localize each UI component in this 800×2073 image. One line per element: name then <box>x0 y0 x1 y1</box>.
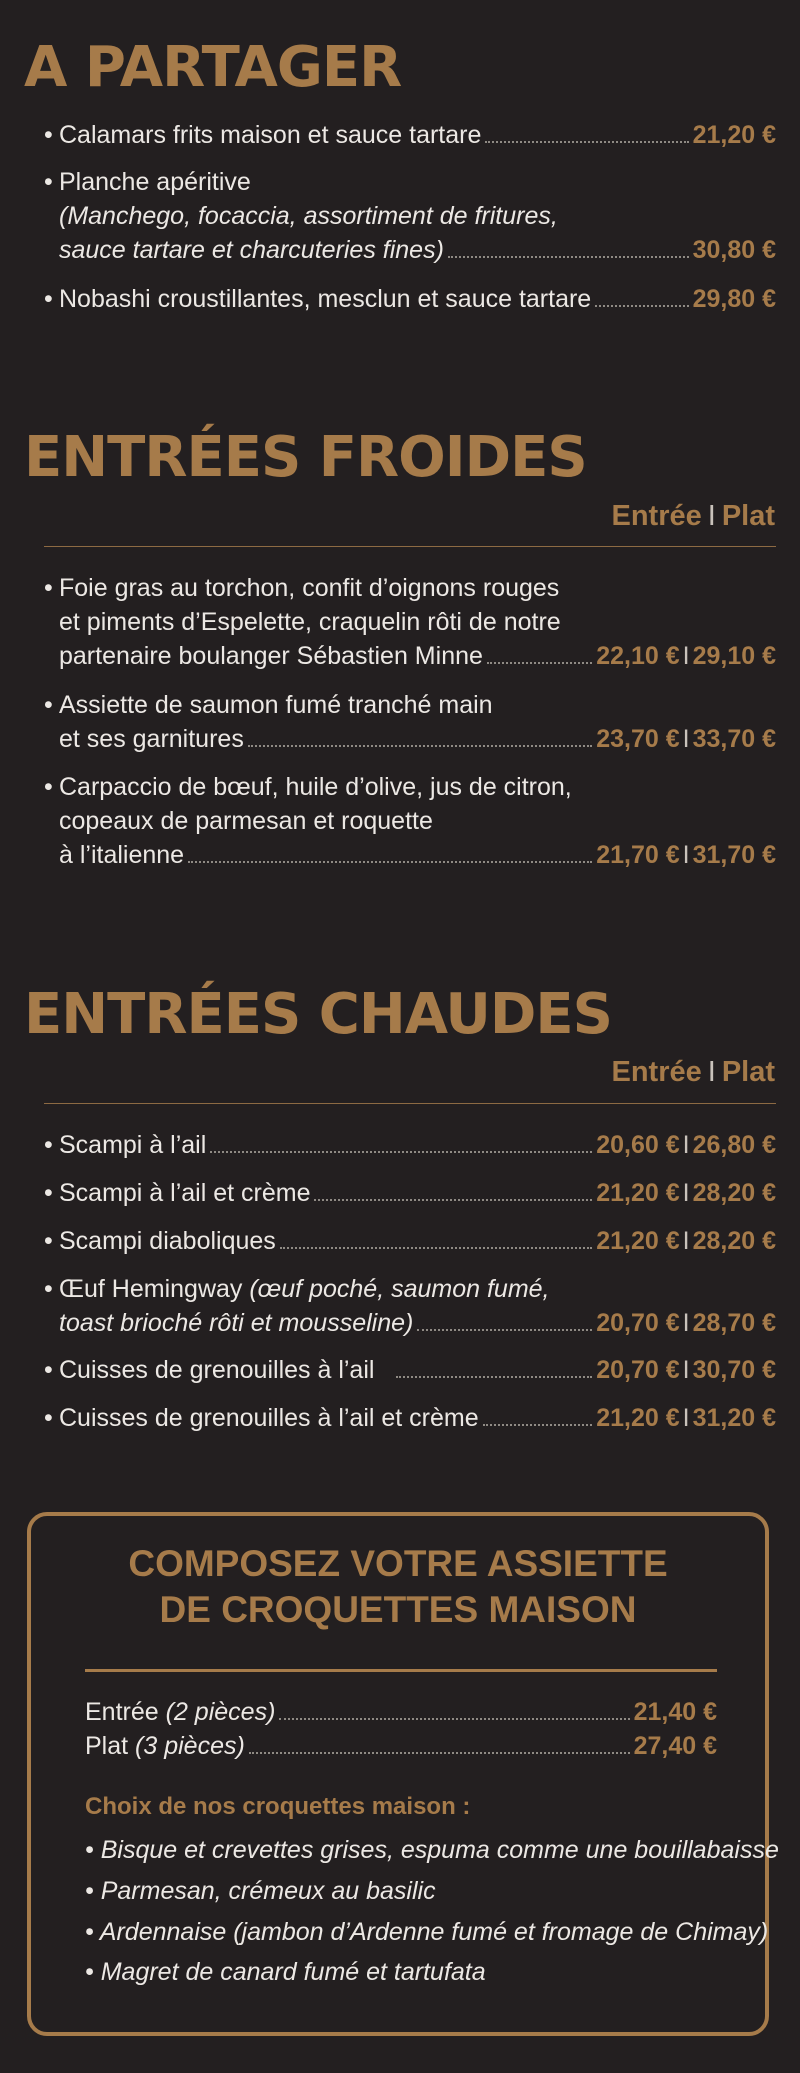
leader-dots <box>595 305 688 307</box>
leader-dots <box>314 1199 592 1201</box>
item-name: Nobashi croustillantes, mesclun et sauce tartare <box>59 285 592 313</box>
item-price <box>596 1353 776 1387</box>
price-plat: 31,20 € <box>692 1404 776 1432</box>
column-header <box>611 1056 775 1089</box>
menu-item-nobashi <box>44 282 776 316</box>
item-price <box>596 838 776 872</box>
croquettes-plat-line <box>85 1729 717 1763</box>
bullet: • <box>44 1131 53 1159</box>
leader-dots <box>188 861 592 863</box>
bullet: • <box>85 1836 94 1864</box>
column-entree: Entrée <box>611 500 702 532</box>
item-price <box>596 722 776 756</box>
price-plat: 28,20 € <box>692 1179 776 1207</box>
plat-label: Plat <box>85 1732 129 1760</box>
price-plat: 33,70 € <box>692 725 776 753</box>
price-entree: 22,10 € <box>596 642 680 670</box>
bullet: • <box>44 1275 53 1303</box>
leader-dots <box>210 1151 592 1153</box>
entree-label: Entrée <box>85 1698 159 1726</box>
bullet: • <box>44 773 53 801</box>
price-plat: 30,70 € <box>692 1356 776 1384</box>
column-separator: I <box>707 1056 716 1088</box>
price-plat: 29,10 € <box>692 642 776 670</box>
item-name: et piments d’Espelette, craquelin rôti de notre <box>59 608 561 636</box>
plat-price: 27,40 € <box>633 1732 717 1760</box>
item-description: (œuf poché, saumon fumé, <box>249 1275 550 1303</box>
box-title-line-1: COMPOSEZ VOTRE ASSIETTE <box>128 1543 668 1584</box>
item-description: sauce tartare et charcuteries fines) <box>59 236 444 264</box>
menu-item-grenouilles-creme <box>44 1401 776 1435</box>
bullet: • <box>44 691 53 719</box>
section-title-a-partager: A PARTAGER <box>24 35 402 100</box>
choix-item <box>85 1877 436 1906</box>
menu-item-oeuf-hemingway <box>44 1272 776 1340</box>
menu-item-carpaccio <box>44 770 776 872</box>
price-entree: 20,70 € <box>596 1356 680 1384</box>
price-plat: 31,70 € <box>692 841 776 869</box>
price-plat: 28,70 € <box>692 1309 776 1337</box>
plat-note: (3 pièces) <box>135 1732 245 1760</box>
price-entree: 23,70 € <box>596 725 680 753</box>
price-entree: 20,70 € <box>596 1309 680 1337</box>
item-price <box>596 639 776 673</box>
item-name: Assiette de saumon fumé tranché main <box>59 691 493 719</box>
choix-item-label: Magret de canard fumé et tartufata <box>100 1958 486 1986</box>
item-name: Planche apéritive <box>59 168 251 196</box>
menu-item-calamars <box>44 118 776 152</box>
bullet: • <box>85 1877 94 1905</box>
price-separator: I <box>682 725 690 753</box>
item-name: Foie gras au torchon, confit d’oignons rouges <box>59 574 560 602</box>
item-description: (Manchego, focaccia, assortiment de fritures, <box>59 202 558 230</box>
column-separator: I <box>707 500 716 532</box>
choix-item-label: Parmesan, crémeux au basilic <box>100 1877 436 1905</box>
leader-dots <box>483 1424 593 1426</box>
bullet: • <box>44 1179 53 1207</box>
bullet: • <box>44 574 53 602</box>
item-name: et ses garnitures <box>59 725 244 753</box>
price-separator: I <box>682 1179 690 1207</box>
choix-item <box>85 1836 779 1865</box>
price-separator: I <box>682 1356 690 1384</box>
leader-dots <box>248 745 592 747</box>
item-name: copeaux de parmesan et roquette <box>59 807 433 835</box>
leader-dots <box>417 1329 592 1331</box>
price-entree: 21,70 € <box>596 841 680 869</box>
bullet: • <box>44 121 53 149</box>
item-name: Scampi à l’ail et crème <box>59 1179 311 1207</box>
box-title-line-2: DE CROQUETTES MAISON <box>159 1589 637 1630</box>
item-price <box>596 1401 776 1435</box>
price-entree: 21,20 € <box>596 1404 680 1432</box>
bullet: • <box>44 1404 53 1432</box>
item-description: toast brioché rôti et mousseline) <box>59 1309 414 1337</box>
leader-dots <box>487 662 592 664</box>
bullet: • <box>44 1227 53 1255</box>
item-price <box>596 1224 776 1258</box>
item-price <box>596 1176 776 1210</box>
section-title-entrees-froides: ENTRÉES FROIDES <box>24 425 587 490</box>
item-name: Scampi à l’ail <box>59 1131 207 1159</box>
menu-item-grenouilles-ail <box>44 1353 776 1387</box>
menu-item-scampi-ail <box>44 1128 776 1162</box>
price-separator: I <box>682 1131 690 1159</box>
section-divider <box>44 1103 776 1104</box>
section-title-entrees-chaudes: ENTRÉES CHAUDES <box>24 982 612 1047</box>
item-price: 29,80 € <box>692 285 776 313</box>
item-name: à l’italienne <box>59 841 185 869</box>
price-separator: I <box>682 642 690 670</box>
item-price: 21,20 € <box>692 121 776 149</box>
menu-item-planche <box>44 165 776 267</box>
item-name: Œuf Hemingway <box>59 1275 243 1303</box>
price-separator: I <box>682 1309 690 1337</box>
item-name: Scampi diaboliques <box>59 1227 276 1255</box>
choix-item <box>85 1958 486 1987</box>
menu-item-scampi-diaboliques <box>44 1224 776 1258</box>
menu-item-scampi-creme <box>44 1176 776 1210</box>
entree-note: (2 pièces) <box>165 1698 276 1726</box>
leader-dots <box>279 1718 629 1720</box>
price-separator: I <box>682 841 690 869</box>
item-name: Cuisses de grenouilles à l’ail <box>59 1356 375 1384</box>
price-plat: 26,80 € <box>692 1131 776 1159</box>
price-entree: 21,20 € <box>596 1227 680 1255</box>
item-price: 30,80 € <box>692 236 776 264</box>
leader-dots <box>485 141 688 143</box>
item-name: Cuisses de grenouilles à l’ail et crème <box>59 1404 479 1432</box>
item-name: Calamars frits maison et sauce tartare <box>59 121 482 149</box>
leader-dots <box>396 1376 592 1378</box>
price-entree: 21,20 € <box>596 1179 680 1207</box>
choix-item-label: Ardennaise (jambon d’Ardenne fumé et fromage de Chimay) <box>99 1918 769 1946</box>
bullet: • <box>85 1918 94 1946</box>
croquettes-entree-line <box>85 1695 717 1729</box>
column-plat: Plat <box>721 1056 775 1088</box>
box-divider <box>85 1669 717 1672</box>
bullet: • <box>44 1356 53 1384</box>
entree-price: 21,40 € <box>633 1698 717 1726</box>
section-divider <box>44 546 776 547</box>
leader-dots <box>448 256 689 258</box>
price-plat: 28,20 € <box>692 1227 776 1255</box>
column-header <box>611 500 775 533</box>
choix-title: Choix de nos croquettes maison : <box>85 1793 471 1820</box>
leader-dots <box>249 1752 630 1754</box>
column-entree: Entrée <box>611 1056 702 1088</box>
price-separator: I <box>682 1404 690 1432</box>
item-name: partenaire boulanger Sébastien Minne <box>59 642 483 670</box>
leader-dots <box>280 1247 592 1249</box>
item-name: Carpaccio de bœuf, huile d’olive, jus de citron, <box>59 773 572 801</box>
item-price <box>596 1306 776 1340</box>
choix-item <box>85 1918 768 1947</box>
bullet: • <box>85 1958 94 1986</box>
menu-item-saumon <box>44 688 776 756</box>
menu-item-foie-gras <box>44 571 776 673</box>
bullet: • <box>44 168 53 196</box>
choix-item-label: Bisque et crevettes grises, espuma comme une bouillabaisse <box>100 1836 779 1864</box>
item-price <box>596 1128 776 1162</box>
price-separator: I <box>682 1227 690 1255</box>
column-plat: Plat <box>721 500 775 532</box>
price-entree: 20,60 € <box>596 1131 680 1159</box>
bullet: • <box>44 285 53 313</box>
